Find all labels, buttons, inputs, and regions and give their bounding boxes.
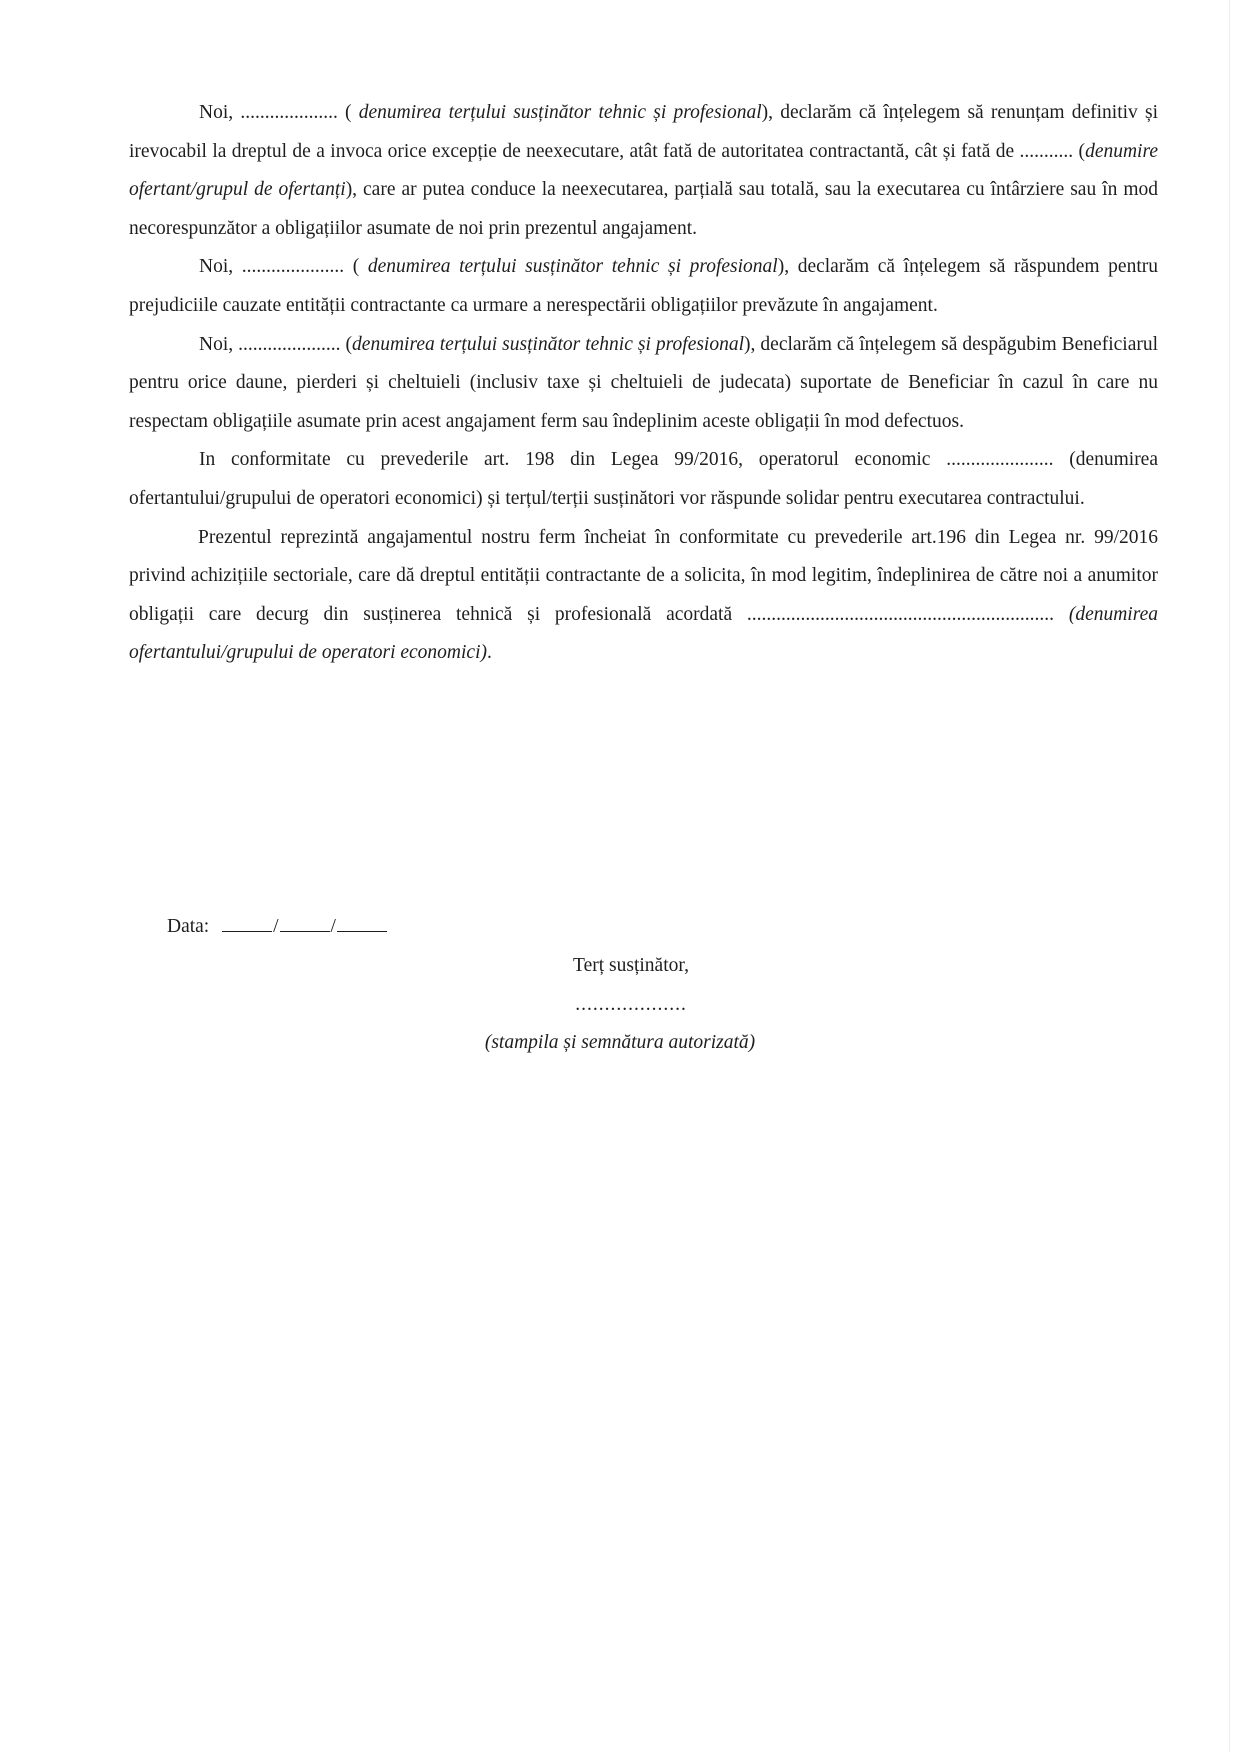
signature-note: (stampila și semnătura autorizată)	[484, 1032, 756, 1053]
placeholder-bidder-name: denumire ofertant/grupul de ofertanți	[129, 140, 1158, 201]
placeholder-third-party-name: denumirea terțului susținător tehnic și profesional	[367, 256, 778, 278]
date-label: Data:	[167, 916, 210, 937]
paragraph-text: ), declarăm că înțelegem să răspundem pentru prejudiciile cauzate entității contractante ca urmare a nerespectării obligațiilor prevăzute în angajament.	[129, 256, 1158, 316]
paragraph-text: ), declarăm că înțelegem să despăgubim Beneficiarul pentru orice daune, pierderi și cheltuieli (inclusiv taxe și cheltuieli de judecata) suportate de Beneficiar în cazul în care nu respectam obligațiile asumate prin acest angajament ferm sau îndeplinim aceste obligații în mod defectuos.	[129, 333, 1159, 432]
paragraph-text: .	[487, 642, 492, 664]
date-separator: /	[330, 916, 336, 937]
placeholder-third-party-name: denumirea terțului susținător tehnic și profesional	[352, 333, 745, 355]
paragraph-text: ), declarăm că înțelegem să renunțam definitiv și irevocabil la dreptul de a invoca orice excepție de neexecutare, atât fată de autoritatea contractantă, cât și fată de ........... (	[129, 102, 1159, 162]
signature-line: ...................	[575, 993, 687, 1015]
date-year-blank	[337, 911, 387, 932]
paragraph-commitment	[129, 519, 1158, 673]
placeholder-bidder-name: (denumirea ofertantului/grupului de operatori economici)	[129, 603, 1158, 664]
paragraph-lead: Noi, ..................... (	[199, 256, 368, 278]
signature-block	[430, 947, 810, 1063]
placeholder-third-party-name: denumirea terțului susținător tehnic și profesional	[358, 102, 762, 123]
paragraph-liability	[129, 248, 1158, 325]
paragraph-lead: Noi, .................... (	[199, 102, 359, 123]
document-body	[129, 94, 1158, 673]
date-month-blank	[280, 911, 330, 932]
paragraph-text: ), care ar putea conduce la neexecutarea, parțială sau totală, sau la executarea cu întârziere sau în mod necorespunzător a obligațiilor asumate de noi prin prezentul angajament.	[129, 179, 1158, 239]
paragraph-joint-liability	[129, 441, 1158, 518]
signer-title: Terț susținător,	[573, 955, 689, 976]
date-field	[167, 908, 387, 946]
paragraph-compensation	[129, 326, 1158, 442]
scan-edge-line	[1229, 0, 1230, 1752]
date-separator: /	[273, 916, 279, 937]
paragraph-text: In conformitate cu prevederile art. 198 din Legea 99/2016, operatorul economic ...................... (denumirea ofertantului/grupului de operatori economici) și terțul/terții susținători vor răspunde solidar pentru executarea contractului.	[129, 449, 1158, 509]
paragraph-waiver	[129, 94, 1158, 248]
paragraph-lead: Prezentul reprezintă angajamentul nostru ferm încheiat în conformitate cu prevederile art.196 din Legea nr. 99/2016 privind achizițiile sectoriale, care dă dreptul entității contractante de a solicita, în mod legitim, îndeplinirea de către noi a anumitor obligații care decurg din susținerea tehnică și profesională acordată ...............................................................	[129, 526, 1158, 625]
paragraph-lead: Noi, ..................... (	[199, 333, 353, 355]
date-day-blank	[222, 911, 272, 932]
